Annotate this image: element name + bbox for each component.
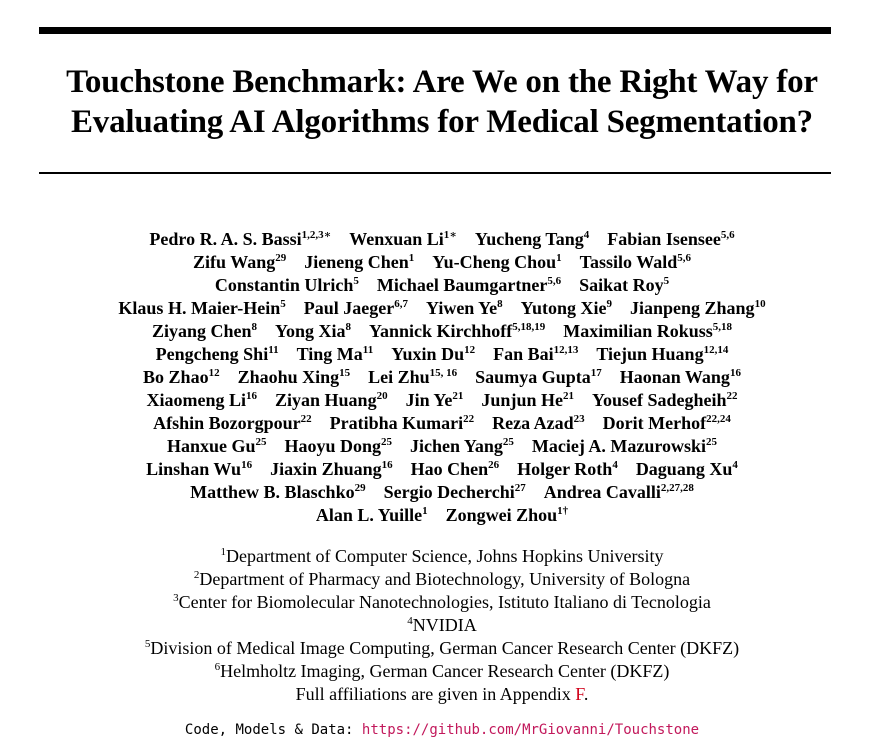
author-name: Constantin Ulrich	[214, 275, 354, 295]
author-name: Pedro R. A. S. Bassi	[149, 229, 302, 249]
author-line	[0, 504, 884, 527]
author-name: Maximilian Rokuss	[563, 321, 713, 341]
author-name: Reza Azad	[492, 413, 574, 433]
author-affiliation-marker: 15, 16	[429, 367, 458, 379]
author-line	[0, 274, 884, 297]
author-affiliation-marker: 10	[754, 298, 766, 310]
title-line-1: Touchstone Benchmark: Are We on the Right Way for	[66, 64, 818, 100]
author	[349, 228, 457, 251]
author-line	[0, 343, 884, 366]
author-affiliation-marker: 29	[354, 482, 366, 494]
author-affiliation-marker: 17	[590, 367, 602, 379]
author-affiliation-marker: 5	[353, 275, 359, 287]
author-affiliation-marker: 29	[275, 252, 287, 264]
affiliation-text: Helmholtz Imaging, German Cancer Research Center (DKFZ)	[220, 661, 670, 681]
author-line	[0, 435, 884, 458]
author-affiliation-marker: 22	[463, 413, 475, 425]
author-name: Bo Zhao	[143, 367, 209, 387]
author-line	[0, 366, 884, 389]
author-affiliation-marker: 16	[241, 459, 253, 471]
author-affiliation-marker: 16	[381, 459, 393, 471]
author-name: Yucheng Tang	[474, 229, 584, 249]
affiliation-number: 6	[214, 661, 221, 673]
author	[517, 458, 618, 481]
author-name: Sergio Decherchi	[383, 482, 515, 502]
author	[580, 251, 691, 274]
author-name: Haonan Wang	[619, 367, 730, 387]
author	[285, 435, 393, 458]
top-rule	[39, 27, 831, 34]
affiliation-text: NVIDIA	[412, 615, 477, 635]
author	[167, 435, 267, 458]
author-affiliation-marker: 5,6	[547, 275, 562, 287]
affiliation-number: 4	[407, 615, 413, 627]
author	[579, 274, 669, 297]
author-affiliation-marker: 1	[556, 252, 562, 264]
code-label: Code, Models & Data:	[184, 722, 362, 738]
author	[406, 389, 464, 412]
title-bottom-rule	[39, 172, 831, 174]
affiliation-text: Division of Medical Image Computing, German Cancer Research Center (DKFZ)	[150, 638, 740, 658]
author-name: Jianpeng Zhang	[630, 298, 755, 318]
affiliation	[0, 637, 884, 660]
author-affiliation-marker: 5,18,19	[512, 321, 546, 333]
author-affiliation-marker: 22	[300, 413, 312, 425]
author-name: Pengcheng Shi	[155, 344, 269, 364]
author-affiliation-marker: 25	[502, 436, 514, 448]
author-affiliation-marker: 4	[583, 229, 590, 241]
author	[297, 343, 374, 366]
author	[603, 412, 731, 435]
author-name: Wenxuan Li	[349, 229, 444, 249]
affiliation-text: Department of Computer Science, Johns Hopkins University	[226, 546, 664, 566]
author-affiliation-marker: 23	[573, 413, 585, 425]
author	[493, 343, 578, 366]
code-url-link[interactable]: https://github.com/MrGiovanni/Touchstone	[361, 722, 700, 738]
author-name: Maciej A. Mazurowski	[531, 436, 707, 456]
author	[411, 458, 500, 481]
code-availability	[0, 720, 884, 740]
author-name: Hanxue Gu	[166, 436, 256, 456]
affiliation-text: Department of Pharmacy and Biotechnology, University of Bologna	[199, 569, 691, 589]
author-name: Afshin Bozorgpour	[153, 413, 301, 433]
author-line	[0, 228, 884, 251]
author-name: Yong Xia	[275, 321, 346, 341]
author-affiliation-marker: 5	[663, 275, 670, 287]
author-affiliation-marker: 21	[452, 390, 464, 402]
affiliation	[0, 614, 884, 637]
author-affiliation-marker: 8	[345, 321, 352, 333]
affiliation	[0, 568, 884, 591]
author	[304, 251, 414, 274]
author-name: Jieneng Chen	[304, 252, 409, 272]
author-affiliation-marker: 5,18	[712, 321, 733, 333]
author	[152, 320, 257, 343]
author	[238, 366, 351, 389]
author-affiliation-marker: 12,14	[703, 344, 729, 356]
author	[475, 228, 589, 251]
author-line	[0, 297, 884, 320]
author	[630, 297, 766, 320]
author	[146, 458, 252, 481]
author-name: Holger Roth	[517, 459, 613, 479]
author-affiliation-marker: 1	[422, 505, 428, 517]
author-name: Tiejun Huang	[596, 344, 704, 364]
author-name: Dorit Merhof	[602, 413, 707, 433]
author-line	[0, 251, 884, 274]
author-name: Alan L. Yuille	[315, 505, 423, 525]
author-line	[0, 389, 884, 412]
appendix-note-text: Full affiliations are given in Appendix	[295, 684, 576, 704]
affiliation-number: 2	[193, 569, 200, 581]
author-line	[0, 481, 884, 504]
author-affiliation-marker: 12	[464, 344, 476, 356]
author	[149, 228, 331, 251]
author-name: Haoyu Dong	[284, 436, 382, 456]
author	[143, 366, 220, 389]
author-affiliation-marker: 8	[497, 298, 503, 310]
author-affiliation-marker: 2,27,28	[660, 482, 694, 494]
author-name: Linshan Wu	[146, 459, 242, 479]
author-affiliation-marker: 21	[562, 390, 574, 402]
author-affiliation-marker: 22	[726, 390, 738, 402]
author	[147, 389, 258, 412]
author-name: Tassilo Wald	[579, 252, 678, 272]
author-name: Saumya Gupta	[475, 367, 591, 387]
appendix-ref-link[interactable]: F	[575, 684, 584, 704]
author-list	[0, 228, 884, 527]
author-name: Paul Jaeger	[303, 298, 395, 318]
author-name: Ting Ma	[296, 344, 363, 364]
author-name: Matthew B. Blaschko	[190, 482, 355, 502]
author-affiliation-marker: 22,24	[706, 413, 731, 425]
author-name: Andrea Cavalli	[543, 482, 661, 502]
author-affiliation-marker: 12,13	[553, 344, 579, 356]
author	[620, 366, 741, 389]
author-line	[0, 320, 884, 343]
affiliation	[0, 660, 884, 683]
author	[446, 504, 569, 527]
author	[153, 412, 312, 435]
author-affiliation-marker: 1†	[557, 505, 569, 517]
author-affiliation-marker: 26	[488, 459, 500, 471]
author-name: Fabian Isensee	[607, 229, 721, 249]
author-affiliation-marker: 12	[208, 367, 220, 379]
paper-title	[0, 62, 884, 142]
author-affiliation-marker: 16	[729, 367, 741, 379]
author-name: Jiaxin Zhuang	[270, 459, 382, 479]
author-affiliation-marker: 20	[376, 390, 388, 402]
author-affiliation-marker: 5	[280, 298, 286, 310]
author-affiliation-marker: 5,6	[677, 252, 691, 264]
author	[410, 435, 514, 458]
author-name: Pratibha Kumari	[329, 413, 464, 433]
author-name: Yuxin Du	[391, 344, 465, 364]
author	[492, 412, 584, 435]
author	[330, 412, 475, 435]
author	[275, 320, 351, 343]
author	[426, 297, 503, 320]
author	[316, 504, 428, 527]
author-name: Lei Zhu	[368, 367, 430, 387]
author-name: Ziyan Huang	[275, 390, 377, 410]
author-affiliation-marker: 4	[732, 459, 738, 471]
author	[118, 297, 285, 320]
appendix-note-period: .	[583, 684, 589, 704]
author-name: Junjun He	[481, 390, 563, 410]
author-affiliation-marker: 25	[381, 436, 393, 448]
author	[384, 481, 526, 504]
author-affiliation-marker: 25	[255, 436, 267, 448]
author-affiliation-marker: 1,2,3∗	[301, 229, 332, 241]
author-affiliation-marker: 15	[339, 367, 351, 379]
author-name: Zhaohu Xing	[237, 367, 340, 387]
affiliation	[0, 591, 884, 614]
affiliation-text: Center for Biomolecular Nanotechnologies, Istituto Italiano di Tecnologia	[178, 592, 711, 612]
affiliation	[0, 545, 884, 568]
author-affiliation-marker: 11	[362, 344, 374, 356]
author-name: Klaus H. Maier-Hein	[118, 298, 281, 318]
author-name: Fan Bai	[493, 344, 554, 364]
author	[432, 251, 561, 274]
author-name: Zifu Wang	[193, 252, 276, 272]
author-affiliation-marker: 9	[606, 298, 612, 310]
title-line-2: Evaluating AI Algorithms for Medical Segmentation?	[71, 104, 813, 140]
author-name: Xiaomeng Li	[146, 390, 247, 410]
author	[368, 366, 457, 389]
author-affiliation-marker: 25	[706, 436, 718, 448]
author	[369, 320, 545, 343]
author	[270, 458, 393, 481]
author-name: Jichen Yang	[410, 436, 503, 456]
author	[636, 458, 738, 481]
author	[304, 297, 408, 320]
author-affiliation-marker: 16	[246, 390, 258, 402]
author	[193, 251, 286, 274]
author	[521, 297, 612, 320]
author-name: Zongwei Zhou	[445, 505, 558, 525]
author	[190, 481, 366, 504]
author-line	[0, 412, 884, 435]
author	[377, 274, 561, 297]
author	[215, 274, 359, 297]
author-affiliation-marker: 6,7	[394, 298, 408, 310]
author	[156, 343, 279, 366]
author	[391, 343, 475, 366]
author-name: Michael Baumgartner	[376, 275, 548, 295]
affiliation-number: 3	[173, 592, 179, 604]
author	[607, 228, 734, 251]
author-affiliation-marker: 1	[408, 252, 415, 264]
author	[592, 389, 738, 412]
author-affiliation-marker: 5,6	[720, 229, 735, 241]
author	[596, 343, 728, 366]
author-name: Yutong Xie	[520, 298, 607, 318]
author-name: Yu-Cheng Chou	[432, 252, 557, 272]
author-name: Daguang Xu	[635, 459, 733, 479]
author	[544, 481, 694, 504]
affiliation-list	[0, 545, 884, 706]
author-name: Hao Chen	[410, 459, 489, 479]
author-name: Saikat Roy	[579, 275, 664, 295]
author-name: Ziyang Chen	[151, 321, 252, 341]
affiliation-number: 1	[220, 546, 227, 558]
author-affiliation-marker: 27	[514, 482, 526, 494]
author	[532, 435, 717, 458]
author-line	[0, 458, 884, 481]
author	[275, 389, 388, 412]
affiliation-number: 5	[144, 638, 151, 650]
author-name: Jin Ye	[405, 390, 453, 410]
author	[563, 320, 732, 343]
author-affiliation-marker: 11	[268, 344, 279, 356]
author-name: Yousef Sadegheih	[591, 390, 727, 410]
author-affiliation-marker: 8	[251, 321, 258, 333]
author-name: Yannick Kirchhoff	[369, 321, 513, 341]
appendix-note	[0, 683, 884, 706]
author-affiliation-marker: 4	[612, 459, 618, 471]
author-name: Yiwen Ye	[425, 298, 498, 318]
author	[481, 389, 574, 412]
author-affiliation-marker: 1∗	[443, 229, 457, 241]
author	[475, 366, 602, 389]
